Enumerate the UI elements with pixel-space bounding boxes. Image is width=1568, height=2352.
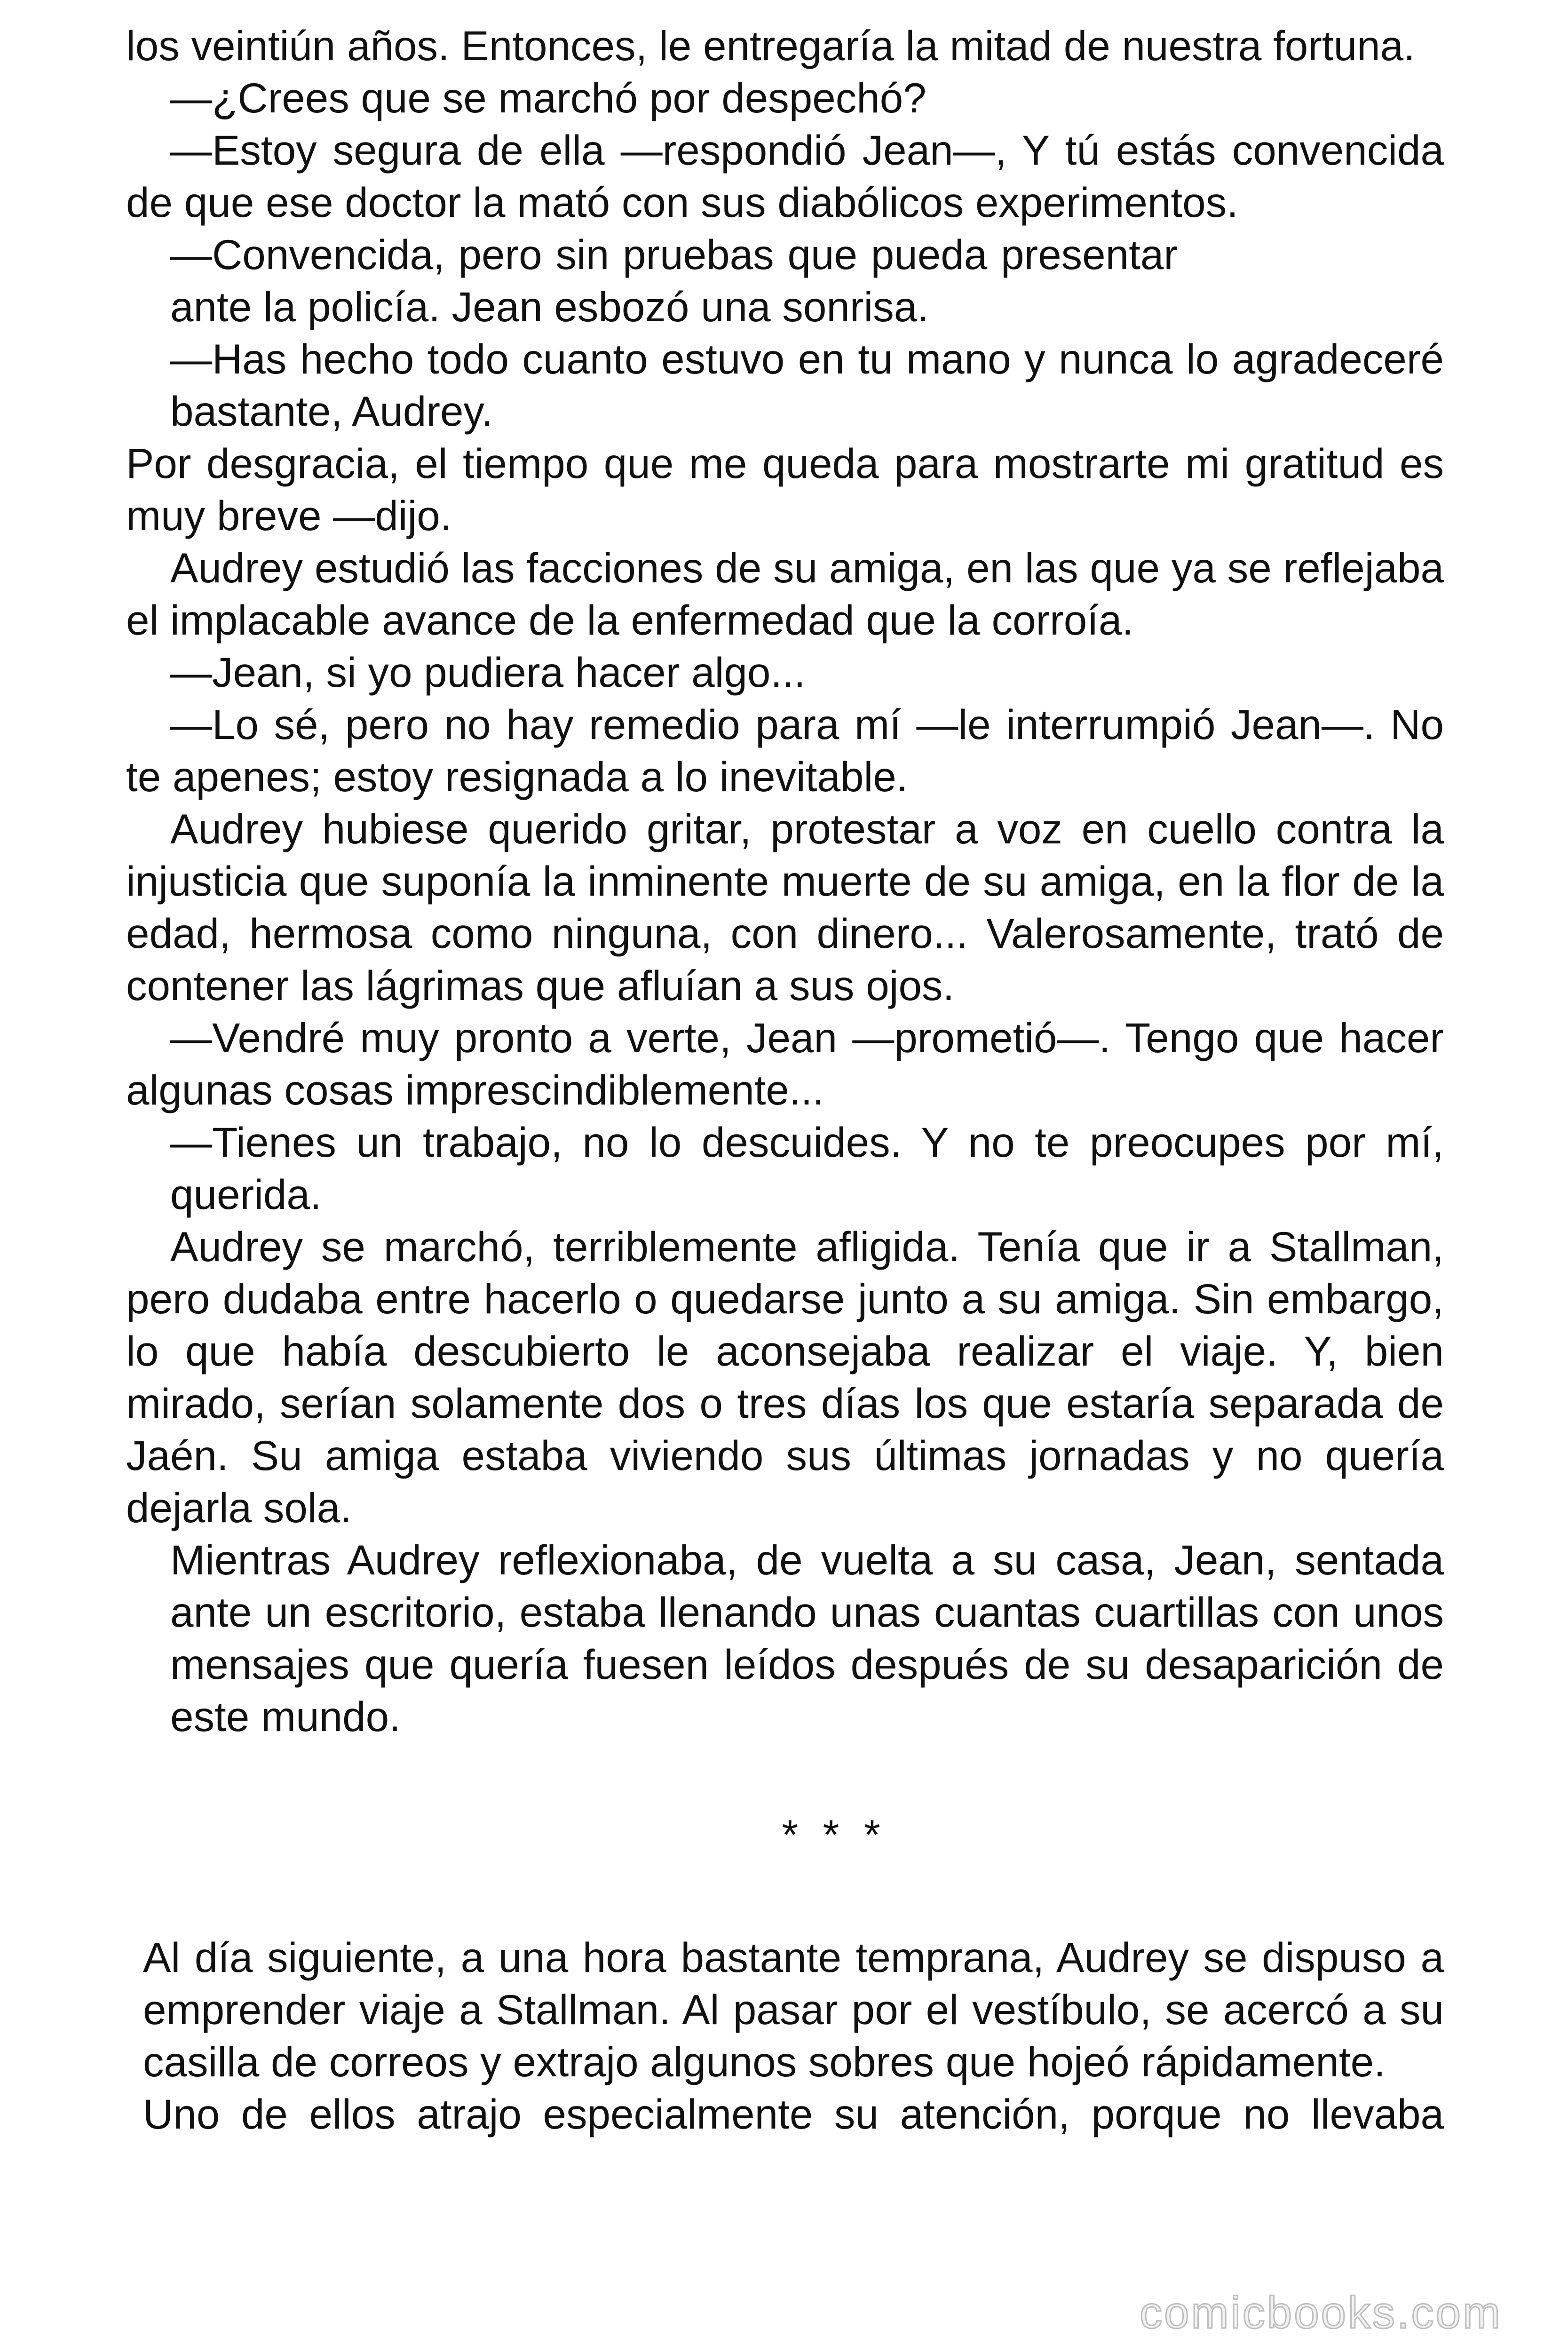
paragraph-9: —Lo sé, pero no hay remedio para mí —le interrumpió Jean—. No te apenes; estoy resignada a lo inevitable. bbox=[126, 701, 1444, 800]
paragraph-1: los veintiún años. Entonces, le entregaría la mitad de nuestra fortuna. bbox=[126, 22, 1415, 69]
paragraph-7: Audrey estudió las facciones de su amiga, en las que ya se reflejaba el implacable avance de la enfermedad que la corroía. bbox=[126, 544, 1444, 644]
paragraph-13: Audrey se marchó, terriblemente afligida. Tenía que ir a Stallman, pero dudaba entre hacerlo o quedarse junto a su amiga. Sin embargo, lo que había descubierto le aconsejaba realizar el viaje. Y, bien mirado, serían solamente dos o tres días los que estaría separada de Jaén. Su amiga estaba viviendo sus últimas jornadas y no quería dejarla sola. bbox=[126, 1223, 1444, 1531]
paragraph-2: —¿Crees que se marchó por despechó? bbox=[170, 74, 927, 121]
paragraph-6: Por desgracia, el tiempo que me queda para mostrarte mi gratitud es muy breve —dijo. bbox=[126, 440, 1444, 539]
paragraph-15: Al día siguiente, a una hora bastante temprana, Audrey se dispuso a emprender viaje a Stallman. Al pasar por el vestíbulo, se acercó a su casilla de correos y extrajo algunos sobres que hojeó rápidamente. bbox=[143, 1934, 1444, 2085]
paragraph-4: —Convencida, pero sin pruebas que pueda presentar ante la policía. Jean esbozó una sonrisa. bbox=[170, 231, 1178, 330]
watermark-logo: comicbooks.com bbox=[1140, 2288, 1502, 2338]
paragraph-5: —Has hecho todo cuanto estuvo en tu mano y nunca lo agradeceré bastante, Audrey. bbox=[170, 335, 1444, 435]
paragraph-16: Uno de ellos atrajo especialmente su atención, porque no llevaba bbox=[143, 2090, 1444, 2137]
paragraph-12: —Tienes un trabajo, no lo descuides. Y no te preocupes por mí, querida. bbox=[170, 1119, 1444, 1218]
book-page bbox=[126, 20, 1444, 2140]
section-2 bbox=[126, 1931, 1444, 2140]
section-separator: * * * bbox=[782, 1811, 887, 1858]
paragraph-14: Mientras Audrey reflexionaba, de vuelta a su casa, Jean, sentada ante un escritorio, estaba llenando unas cuantas cuartillas con unos mensajes que quería fuesen leídos después de su desaparición de este mundo. bbox=[170, 1536, 1444, 1740]
paragraph-11: —Vendré muy pronto a verte, Jean —prometió—. Tengo que hacer algunas cosas imprescindiblemente... bbox=[126, 1014, 1444, 1113]
paragraph-8: —Jean, si yo pudiera hacer algo... bbox=[170, 649, 806, 696]
paragraph-3: —Estoy segura de ella —respondió Jean—, Y tú estás convencida de que ese doctor la mató con sus diabólicos experimentos. bbox=[126, 127, 1444, 226]
paragraph-10: Audrey hubiese querido gritar, protestar a voz en cuello contra la injusticia que suponía la inminente muerte de su amiga, en la flor de la edad, hermosa como ninguna, con dinero... Valerosamente, trató de contener las lágrimas que afluían a sus ojos. bbox=[126, 805, 1444, 1009]
